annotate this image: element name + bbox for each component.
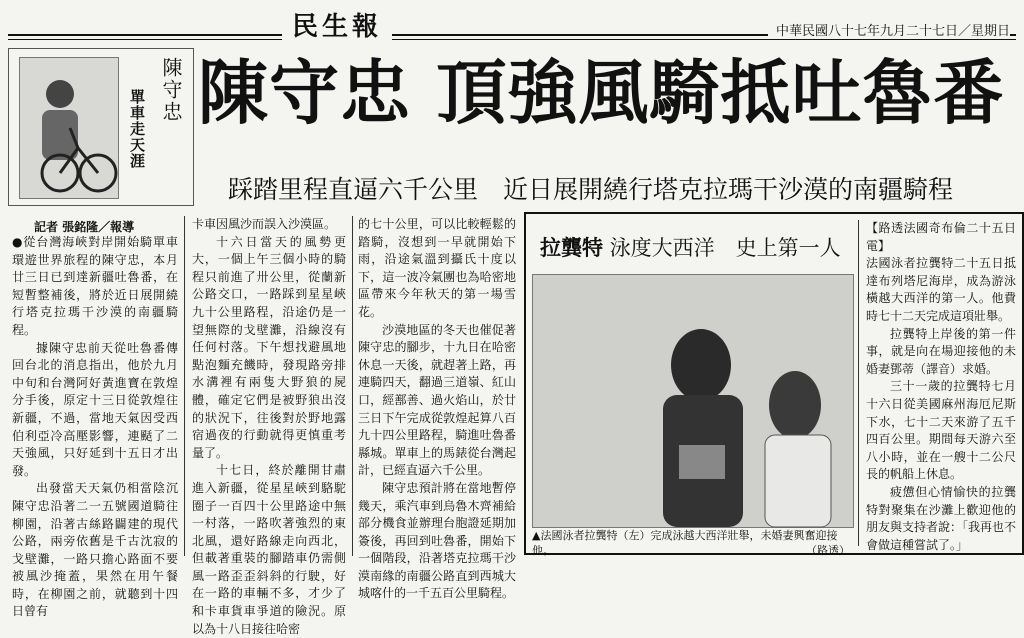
inset-photo [532, 274, 854, 528]
paragraph: 陳守忠預計將在當地暫停幾天，乘汽車到烏魯木齊補給部分機食並辦理台胞證延期加簽後，再回到吐魯番，開始下一個階段，沿著塔克拉瑪干沙漠南緣的南疆公路直到西城大城喀什的一千五百公里騎程。 [358, 480, 516, 601]
article-column-3 [358, 216, 516, 601]
inset-headline-text: 泳度大西洋 史上第一人 [609, 236, 841, 260]
byline: 記者 張銘隆／報導 [34, 220, 135, 234]
paragraph: 法國泳者拉龔特二十五日抵達布列塔尼海岸，成為游泳橫越大西洋的第一人。他費時七十二天完成這項壯舉。 [866, 256, 1016, 323]
paragraph: 疲憊但心情愉快的拉龔特對聚集在沙灘上歡迎他的朋友與支持者說：「我再也不會做這種嘗試了。」 [866, 484, 1017, 552]
inset-photo-caption [532, 528, 850, 558]
profile-photo [19, 57, 119, 199]
column-divider [352, 216, 353, 556]
paragraph: 的七十公里，可以比較輕鬆的踏騎，沒想到一早就開始下雨，沿途氣溫到攝氏十度以下，這一波冷氣團也為哈密地區帶來今年秋天的第一場雪花。 [358, 217, 516, 319]
paragraph: 沙漠地區的冬天也催促著陳守忠的腳步，十九日在哈密休息一天後，就趕著上路，再連騎四天，翻過三道嶺、紅山口，經鄯善、過火焰山，於廿三日下午完成從敦煌起算八百九十四公里路程，騎進吐魯番縣城。單車上的馬錶從台灣起計，已經直逼六千公里。 [358, 322, 516, 478]
paragraph: 十七日，終於離開甘肅進入新疆，從星星峽到駱駝圈子一百四十公里路途中無一村落，一路吹著強烈的東北風，還好路線走向西北，但載著重裝的腳踏車仍需側風一路歪歪斜斜的行駛，好在一路的車輛不多，才少了和卡車貨車爭道的險況。原以為十八日接往哈密 [192, 463, 346, 636]
paper-name: 民生報 [282, 6, 392, 43]
paragraph: ●從台灣海峽對岸開始騎單車環遊世界旅程的陳守忠，本月廿三日已到達新疆吐魯番，在短暫整補後，將於近日展開繞行塔克拉瑪干沙漠的南疆騎程。 [12, 235, 178, 337]
paragraph: 據陳守忠前天從吐魯番傳回台北的消息指出，他於九月中旬和台灣阿好黃進寶在敦煌分手後，原定十三日從敦煌往新疆，不過，當地天氣因受西伯利亞冷高壓影響，連颳了二天強風，只好延到十五日才出發。 [12, 340, 178, 478]
paragraph: 卡車因風沙而誤入沙漠區。 [192, 217, 337, 231]
inset-headline-name: 拉龔特 [540, 236, 603, 260]
article-column-2 [192, 216, 346, 636]
cyclist-illustration [20, 58, 118, 198]
subheadline: 踩踏里程直逼六千公里 近日展開繞行塔克拉瑪干沙漠的南疆騎程 [228, 175, 954, 204]
paragraph: 十六日當天的風勢更大，一個上午三個小時的騎程只前進了卅公里，從蘭新公路交口，一路踩到星星峽九十公里路程，沿途仍是一望無際的戈壁灘，沿線沒有任何村落。下午想找避風地點泡麵充饑時，發現路旁排水溝裡有兩隻大野狼的屍體，確定它們是被野狼出沒的狀況下，往後對於野地露宿過夜的行動就得更慎重考量了。 [192, 234, 346, 460]
inset-article-box [524, 212, 1024, 555]
inset-column-divider [858, 220, 859, 546]
article-column-1 [12, 234, 178, 619]
paragraph: 三十一歲的拉龔特七月十六日從美國麻州海厄尼斯下水，七十二天來游了五千四百公里。期間每天游六至八小時，並在一艘十二公尺長的帆船上休息。 [866, 379, 1016, 482]
column-divider [184, 216, 185, 556]
profile-name: 陳守忠 [159, 57, 183, 123]
swimmer-illustration [533, 275, 853, 527]
publication-date: 中華民國八十七年九月二十七日／星期日 [768, 20, 1010, 39]
paragraph: 出發當天天氣仍相當陰沉陳守忠沿著二一五號國道騎往柳園，沿著古絲路闢建的現代公路，兩旁依舊是千古沈寂的戈壁灘，一路只擔心路面不要被風沙掩蓋，果然在用午餐時，在柳園之前，就聽到十四日曾有 [12, 481, 178, 619]
inset-headline [540, 232, 841, 262]
masthead-rule-bottom [8, 39, 1016, 40]
inset-text-column [866, 220, 1016, 550]
caption-credit: （路透） [806, 544, 850, 557]
profile-box [8, 48, 194, 206]
inset-dateline: 【路透法國奇布倫二十五日電】 [866, 221, 1016, 253]
paragraph: 拉龔特上岸後的第一件事，就是向在場迎接他的未婚妻鄧蒂（譯音）求婚。 [866, 326, 1016, 376]
caption-text: ▲法國泳者拉龔特（左）完成泳越大西洋壯舉，未婚妻興奮迎接他。 [532, 529, 838, 557]
profile-subtitle: 單車走天涯 [128, 89, 146, 169]
headline: 陳守忠 頂強風騎抵吐魯番 [198, 52, 1005, 134]
